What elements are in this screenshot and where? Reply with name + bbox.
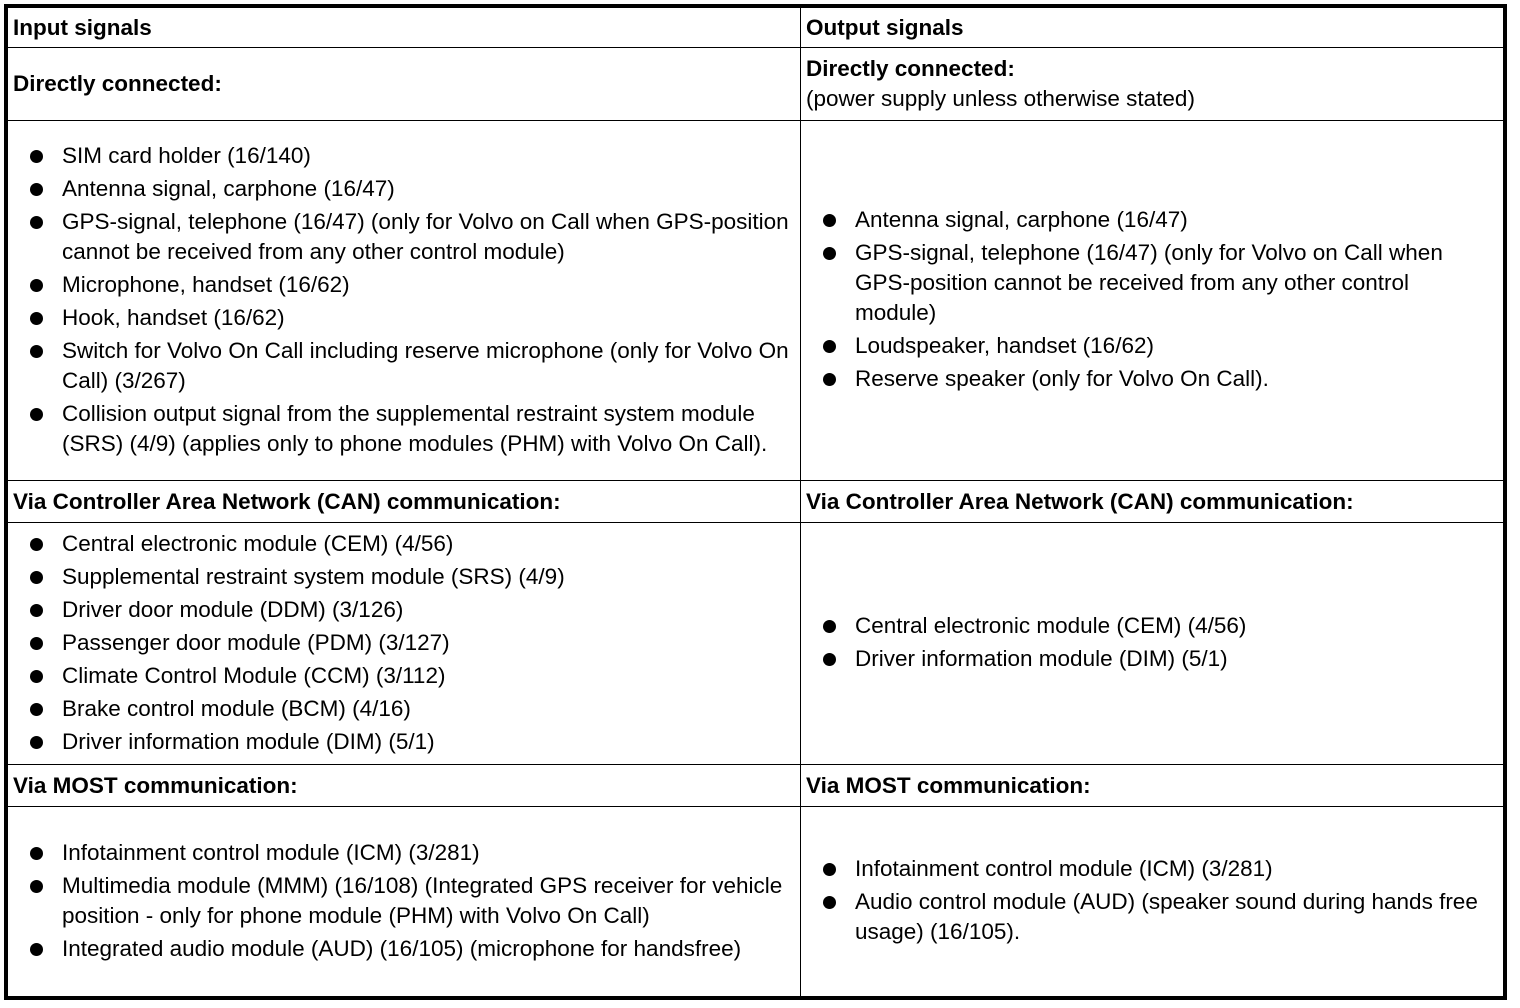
bullet-icon: [30, 279, 43, 292]
most-output-cell: [801, 807, 1504, 997]
header-row: [8, 8, 1504, 48]
signals-table-frame: [4, 4, 1507, 1000]
most-title-row: [8, 765, 1504, 807]
most-input-cell: [8, 807, 801, 997]
list-item: Microphone, handset (16/62): [8, 270, 800, 300]
direct-title-row: [8, 48, 1504, 121]
can-output-cell: [801, 523, 1504, 765]
list-item: Loudspeaker, handset (16/62): [801, 331, 1503, 361]
bullet-icon: [823, 896, 836, 909]
can-input-cell: [8, 523, 801, 765]
bullet-icon: [823, 340, 836, 353]
direct-output-title: Directly connected:: [806, 56, 1015, 81]
list-item: Audio control module (AUD) (speaker sound during hands free usage) (16/105).: [801, 887, 1503, 947]
most-input-list: [8, 838, 800, 964]
can-title-row: [8, 481, 1504, 523]
list-item: Integrated audio module (AUD) (16/105) (microphone for handsfree): [8, 934, 800, 964]
most-output-title: Via MOST communication:: [801, 765, 1504, 807]
bullet-icon: [30, 880, 43, 893]
list-item: GPS-signal, telephone (16/47) (only for Volvo on Call when GPS-position cannot be received from any other control module): [801, 238, 1503, 328]
list-item: Central electronic module (CEM) (4/56): [801, 611, 1503, 641]
bullet-icon: [30, 216, 43, 229]
list-item: SIM card holder (16/140): [8, 141, 800, 171]
list-item: Brake control module (BCM) (4/16): [8, 694, 800, 724]
direct-output-title-cell: [801, 48, 1504, 121]
bullet-icon: [823, 620, 836, 633]
can-output-list: [801, 611, 1503, 674]
bullet-icon: [30, 408, 43, 421]
list-item: Multimedia module (MMM) (16/108) (Integrated GPS receiver for vehicle position - only for phone module (PHM) with Volvo On Call): [8, 871, 800, 931]
list-item: Driver information module (DIM) (5/1): [801, 644, 1503, 674]
list-item: Climate Control Module (CCM) (3/112): [8, 661, 800, 691]
list-item: Driver information module (DIM) (5/1): [8, 727, 800, 757]
list-item: Switch for Volvo On Call including reserve microphone (only for Volvo On Call) (3/267): [8, 336, 800, 396]
direct-input-title: Directly connected:: [8, 48, 801, 121]
list-item: Antenna signal, carphone (16/47): [801, 205, 1503, 235]
direct-items-row: [8, 121, 1504, 481]
bullet-icon: [823, 373, 836, 386]
bullet-icon: [30, 312, 43, 325]
bullet-icon: [30, 538, 43, 551]
bullet-icon: [823, 214, 836, 227]
bullet-icon: [30, 150, 43, 163]
direct-input-cell: [8, 121, 801, 481]
can-input-list: [8, 529, 800, 757]
direct-output-list: [801, 205, 1503, 394]
bullet-icon: [30, 345, 43, 358]
bullet-icon: [30, 736, 43, 749]
direct-output-cell: [801, 121, 1504, 481]
bullet-icon: [30, 943, 43, 956]
bullet-icon: [30, 571, 43, 584]
list-item: Antenna signal, carphone (16/47): [8, 174, 800, 204]
direct-output-note: (power supply unless otherwise stated): [806, 86, 1195, 111]
list-item: Central electronic module (CEM) (4/56): [8, 529, 800, 559]
most-items-row: [8, 807, 1504, 997]
list-item: Infotainment control module (ICM) (3/281): [801, 854, 1503, 884]
list-item: Supplemental restraint system module (SRS) (4/9): [8, 562, 800, 592]
bullet-icon: [823, 863, 836, 876]
bullet-icon: [30, 604, 43, 617]
bullet-icon: [30, 847, 43, 860]
list-item: Hook, handset (16/62): [8, 303, 800, 333]
list-item: Driver door module (DDM) (3/126): [8, 595, 800, 625]
list-item: Collision output signal from the supplemental restraint system module (SRS) (4/9) (applies only to phone modules (PHM) with Volvo On Call).: [8, 399, 800, 459]
list-item: Passenger door module (PDM) (3/127): [8, 628, 800, 658]
direct-input-list: [8, 141, 800, 459]
output-signals-header: Output signals: [801, 8, 1504, 48]
bullet-icon: [823, 247, 836, 260]
list-item: GPS-signal, telephone (16/47) (only for Volvo on Call when GPS-position cannot be received from any other control module): [8, 207, 800, 267]
most-input-title: Via MOST communication:: [8, 765, 801, 807]
signals-table: [7, 7, 1504, 997]
bullet-icon: [30, 183, 43, 196]
can-output-title: Via Controller Area Network (CAN) communication:: [801, 481, 1504, 523]
bullet-icon: [30, 637, 43, 650]
bullet-icon: [30, 703, 43, 716]
list-item: Reserve speaker (only for Volvo On Call).: [801, 364, 1503, 394]
bullet-icon: [30, 670, 43, 683]
can-input-title: Via Controller Area Network (CAN) communication:: [8, 481, 801, 523]
list-item: Infotainment control module (ICM) (3/281): [8, 838, 800, 868]
most-output-list: [801, 854, 1503, 947]
bullet-icon: [823, 653, 836, 666]
input-signals-header: Input signals: [8, 8, 801, 48]
can-items-row: [8, 523, 1504, 765]
